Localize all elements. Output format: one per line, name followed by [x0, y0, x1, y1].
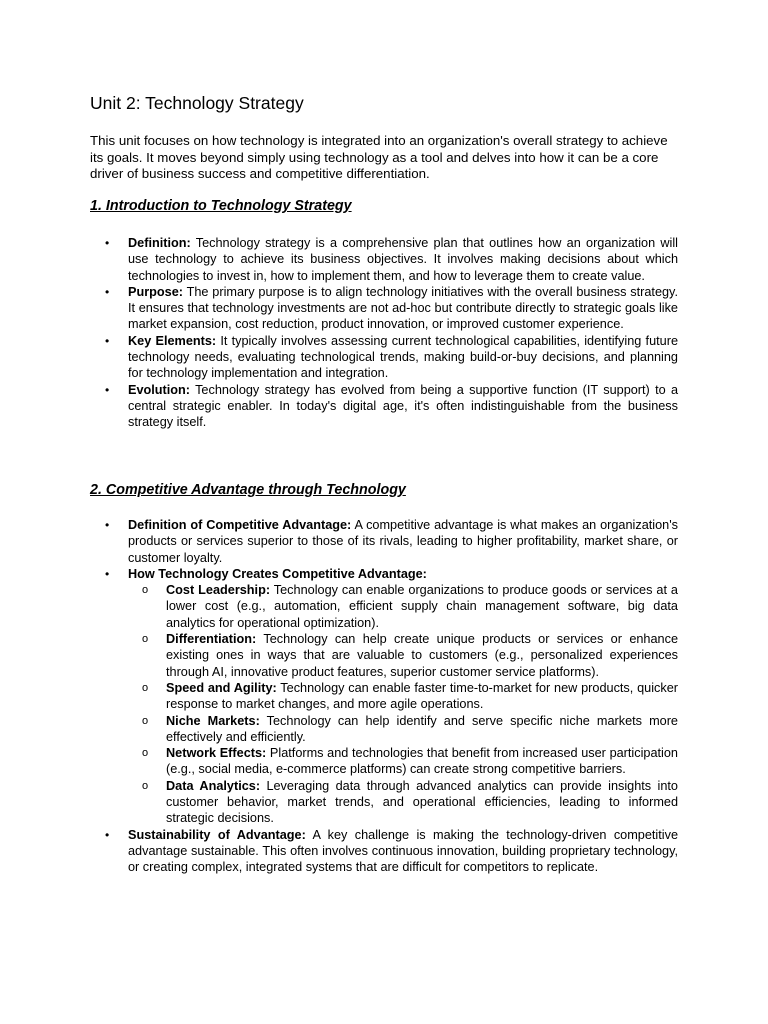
list-item: [90, 284, 678, 333]
item-term: Speed and Agility:: [166, 680, 277, 695]
list-item: [90, 235, 678, 284]
item-term: Purpose:: [128, 284, 183, 299]
list-item: [90, 382, 678, 431]
sub-list-item: [128, 713, 678, 746]
item-text: Technology strategy is a comprehensive plan that outlines how an organization will use technology to achieve its business objectives. It involves making decisions about which technologies to invest in, how to implement them, and how to leverage them to create value.: [128, 236, 678, 283]
item-term: Niche Markets:: [166, 713, 260, 728]
sub-list-item: [128, 680, 678, 713]
section-1-heading: 1. Introduction to Technology Strategy: [90, 198, 352, 214]
sub-list-item: [128, 631, 678, 680]
list-item: [90, 827, 678, 876]
sub-list-item: [128, 778, 678, 827]
section-1-list: [90, 235, 678, 431]
item-text: Technology strategy has evolved from being a supportive function (IT support) to a central strategic enabler. In today's digital age, it's often indistinguishable from the business strategy itself.: [128, 382, 678, 430]
circle-bullet-icon: o: [142, 747, 149, 760]
sub-list-item: [128, 745, 678, 778]
item-text: It typically involves assessing current technological capabilities, identifying future technology needs, evaluating technological trends, making build-or-buy decisions, and planning for technology implementation and integration.: [128, 333, 678, 381]
item-term: Definition of Competitive Advantage:: [128, 518, 352, 532]
item-term: Key Elements:: [128, 333, 217, 348]
item-term: Evolution:: [128, 382, 191, 397]
item-term: Definition:: [128, 236, 191, 250]
bullet-icon: •: [105, 518, 110, 532]
item-text: Technology can enable faster time-to-market for new products, quicker response to market changes, and more agile operations.: [166, 680, 678, 712]
circle-bullet-icon: o: [142, 681, 149, 694]
item-text: The primary purpose is to align technology initiatives with the overall business strategy. It ensures that technology investments are not ad-hoc but contribute directly to strategic goals like market expansion, cost reduction, product innovation, or improved customer experience.: [128, 284, 678, 332]
bullet-icon: •: [105, 827, 110, 842]
circle-bullet-icon: o: [142, 633, 149, 646]
bullet-icon: •: [105, 284, 110, 299]
sub-list-item: [128, 582, 678, 631]
list-item: [90, 333, 678, 382]
item-text: Technology can help identify and serve specific niche markets more effectively and efficiently.: [166, 713, 678, 744]
item-text: A competitive advantage is what makes an organization's products or services superior to those of its rivals, leading to higher profitability, market share, or customer loyalty.: [128, 518, 678, 565]
item-term: Cost Leadership:: [166, 583, 271, 598]
list-item: [90, 517, 678, 566]
section-2-list: [90, 517, 678, 876]
circle-bullet-icon: o: [142, 714, 149, 727]
bullet-icon: •: [105, 236, 110, 250]
circle-bullet-icon: o: [142, 779, 149, 792]
item-text: Technology can enable organizations to produce goods or services at a lower cost (e.g., automation, efficient supply chain management software, big data analytics for operational optimization).: [166, 583, 678, 630]
circle-bullet-icon: o: [142, 584, 149, 597]
item-term: Sustainability of Advantage:: [128, 827, 306, 842]
item-term: Differentiation:: [166, 632, 257, 647]
intro-paragraph: This unit focuses on how technology is integrated into an organization's overall strategy to achieve its goals. It moves beyond simply using technology as a tool and delves into how it can be a core driver of business success and competitive differentiation.: [90, 133, 668, 181]
bullet-icon: •: [105, 382, 110, 397]
item-text: A key challenge is making the technology-driven competitive advantage sustainable. This often involves continuous innovation, building proprietary technology, or creating complex, integrated systems that are difficult for competitors to replicate.: [128, 827, 678, 875]
page-title: Unit 2: Technology Strategy: [90, 93, 304, 113]
item-text: Technology can help create unique products or services or enhance existing ones in ways that are valuable to customers (e.g., personalized experiences through AI, innovative product features, superior customer service platforms).: [166, 632, 678, 679]
list-item: [90, 566, 678, 827]
item-term: How Technology Creates Competitive Advantage:: [128, 566, 427, 581]
item-term: Network Effects:: [166, 746, 267, 761]
sub-list: [128, 582, 678, 826]
item-text: Platforms and technologies that benefit from increased user participation (e.g., social media, e-commerce platforms) can create strong competitive barriers.: [166, 746, 678, 777]
bullet-icon: •: [105, 566, 110, 581]
item-text: Leveraging data through advanced analytics can provide insights into customer behavior, market trends, and operational efficiencies, leading to informed strategic decisions.: [166, 778, 678, 826]
section-2-heading: 2. Competitive Advantage through Technology: [90, 482, 406, 498]
item-term: Data Analytics:: [166, 778, 261, 793]
bullet-icon: •: [105, 333, 110, 348]
